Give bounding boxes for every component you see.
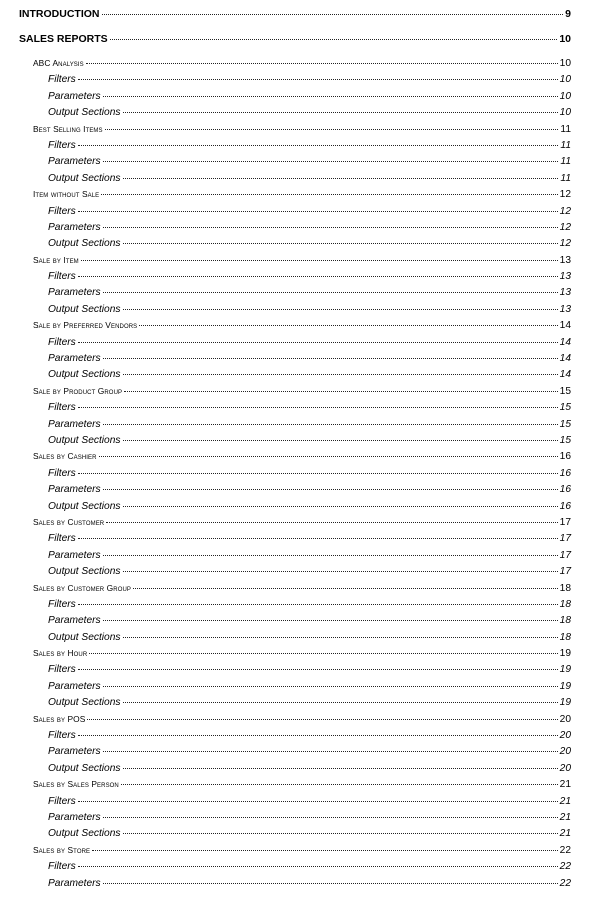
toc-entry-page: 11 <box>560 172 571 184</box>
toc-entry-level-3[interactable] <box>19 222 571 238</box>
dot-leader <box>92 850 558 851</box>
toc-entry-level-3[interactable] <box>19 746 571 762</box>
toc-entry-title: Filters <box>48 795 76 807</box>
toc-entry-page: 14 <box>559 353 571 365</box>
toc-entry-level-3[interactable] <box>19 173 571 189</box>
dot-leader <box>123 374 558 375</box>
toc-entry-page: 12 <box>559 221 571 233</box>
toc-entry-level-3[interactable] <box>19 287 571 303</box>
toc-entry-title: Parameters <box>48 484 101 496</box>
toc-entry-level-2[interactable] <box>19 255 571 271</box>
dot-leader <box>78 538 558 539</box>
toc-entry-page: 16 <box>559 500 571 512</box>
toc-entry-title: Parameters <box>48 877 101 889</box>
toc-entry-title: Sales by Hour <box>33 648 88 659</box>
toc-entry-page: 16 <box>559 484 571 496</box>
toc-entry-title: Output Sections <box>48 566 121 578</box>
toc-entry-title: Sales by Cashier <box>33 451 97 462</box>
dot-leader <box>78 866 558 867</box>
toc-entry-page: 21 <box>559 795 571 807</box>
toc-entry-title: Parameters <box>48 221 101 233</box>
dot-leader <box>103 227 558 228</box>
toc-entry-title: Filters <box>48 467 76 479</box>
toc-entry-title: Output Sections <box>48 500 121 512</box>
toc-entry-level-3[interactable] <box>19 271 571 287</box>
toc-entry-title: Filters <box>48 74 76 86</box>
toc-entry-level-2[interactable] <box>19 320 571 336</box>
toc-entry-level-3[interactable] <box>19 566 571 582</box>
toc-entry-page: 11 <box>560 156 571 168</box>
toc-entry-title: Sale by Product Group <box>33 385 123 396</box>
dot-leader <box>86 63 558 64</box>
toc-entry-title: Sales by Customer Group <box>33 582 132 593</box>
toc-entry-level-3[interactable] <box>19 107 571 123</box>
toc-entry-title: Output Sections <box>48 434 121 446</box>
toc-entry-level-3[interactable] <box>19 828 571 844</box>
toc-entry-level-3[interactable] <box>19 632 571 648</box>
toc-entry-level-2[interactable] <box>19 648 571 664</box>
toc-entry-level-3[interactable] <box>19 206 571 222</box>
toc-entry-title: Filters <box>48 402 76 414</box>
dot-leader <box>89 653 557 654</box>
dot-leader <box>123 506 558 507</box>
dot-leader <box>123 768 558 769</box>
toc-entry-page: 22 <box>559 861 571 873</box>
dot-leader <box>103 96 558 97</box>
toc-entry-title: Output Sections <box>48 238 121 250</box>
toc-entry-level-1[interactable] <box>19 8 571 33</box>
toc-entry-level-3[interactable] <box>19 533 571 549</box>
toc-entry-level-3[interactable] <box>19 484 571 500</box>
dot-leader <box>139 325 557 326</box>
dot-leader <box>123 833 558 834</box>
toc-entry-level-2[interactable] <box>19 386 571 402</box>
dot-leader <box>78 604 558 605</box>
toc-entry-level-3[interactable] <box>19 763 571 779</box>
toc-entry-page: 12 <box>559 189 571 201</box>
dot-leader <box>103 358 558 359</box>
toc-entry-title: Parameters <box>48 680 101 692</box>
toc-entry-level-3[interactable] <box>19 681 571 697</box>
toc-entry-page: 13 <box>559 303 571 315</box>
dot-leader <box>123 637 558 638</box>
toc-entry-page: 21 <box>559 828 571 840</box>
dot-leader <box>124 391 558 392</box>
toc-entry-page: 18 <box>559 582 571 594</box>
toc-entry-page: 17 <box>559 516 571 528</box>
dot-leader <box>103 555 558 556</box>
toc-entry-title: Parameters <box>48 287 101 299</box>
toc-entry-title: Sales by POS <box>33 713 86 724</box>
toc-entry-level-3[interactable] <box>19 156 571 172</box>
toc-entry-page: 17 <box>559 533 571 545</box>
toc-entry-level-3[interactable] <box>19 664 571 680</box>
toc-entry-page: 19 <box>559 664 571 676</box>
toc-entry-page: 11 <box>560 123 571 135</box>
toc-entry-level-3[interactable] <box>19 337 571 353</box>
dot-leader <box>78 669 558 670</box>
toc-entry-title: Output Sections <box>48 631 121 643</box>
dot-leader <box>103 751 558 752</box>
toc-entry-title: Sale by Preferred Vendors <box>33 320 138 331</box>
dot-leader <box>78 801 558 802</box>
toc-entry-page: 21 <box>559 779 571 791</box>
toc-entry-page: 10 <box>559 107 571 119</box>
toc-entry-page: 15 <box>559 402 571 414</box>
toc-entry-title: Filters <box>48 205 76 217</box>
toc-entry-level-3[interactable] <box>19 74 571 90</box>
toc-entry-page: 12 <box>559 238 571 250</box>
toc-entry-level-3[interactable] <box>19 878 571 894</box>
toc-entry-title: Filters <box>48 336 76 348</box>
toc-entry-level-3[interactable] <box>19 468 571 484</box>
toc-entry-title: ABC Analysis <box>33 58 84 68</box>
dot-leader <box>78 276 558 277</box>
dot-leader <box>123 571 558 572</box>
dot-leader <box>81 260 558 261</box>
toc-entry-title: Sales by Store <box>33 844 91 855</box>
toc-entry-level-3[interactable] <box>19 599 571 615</box>
toc-entry-title: Sales by Sales Person <box>33 779 119 790</box>
dot-leader <box>102 14 564 15</box>
dot-leader <box>106 522 557 523</box>
toc-entry-page: 17 <box>559 566 571 578</box>
toc-entry-level-3[interactable] <box>19 419 571 435</box>
toc-entry-page: 19 <box>559 697 571 709</box>
toc-entry-title: Parameters <box>48 615 101 627</box>
toc-entry-title: Output Sections <box>48 697 121 709</box>
toc-entry-title: Filters <box>48 730 76 742</box>
toc-entry-title: Parameters <box>48 549 101 561</box>
toc-entry-page: 15 <box>559 418 571 430</box>
dot-leader <box>78 473 558 474</box>
dot-leader <box>78 79 558 80</box>
toc-entry-page: 13 <box>559 254 571 266</box>
toc-entry-level-3[interactable] <box>19 435 571 451</box>
toc-entry-title: Output Sections <box>48 303 121 315</box>
dot-leader <box>103 292 558 293</box>
toc-entry-level-2[interactable] <box>19 779 571 795</box>
dot-leader <box>78 342 558 343</box>
toc-entry-page: 20 <box>559 713 571 725</box>
toc-entry-page: 22 <box>559 877 571 889</box>
toc-entry-level-3[interactable] <box>19 796 571 812</box>
dot-leader <box>103 686 558 687</box>
toc-entry-page: 10 <box>559 74 571 86</box>
dot-leader <box>123 440 558 441</box>
toc-entry-level-2[interactable] <box>19 583 571 599</box>
dot-leader <box>123 178 559 179</box>
toc-entry-title: Output Sections <box>48 172 121 184</box>
toc-entry-level-3[interactable] <box>19 140 571 156</box>
toc-entry-title: Output Sections <box>48 107 121 119</box>
toc-entry-level-3[interactable] <box>19 550 571 566</box>
toc-entry-title: Sale by Item <box>33 254 79 265</box>
toc-entry-page: 18 <box>559 615 571 627</box>
dot-leader <box>105 129 559 130</box>
toc-entry-page: 19 <box>559 680 571 692</box>
toc-entry-page: 16 <box>559 451 571 463</box>
toc-entry-title: Output Sections <box>48 828 121 840</box>
toc-entry-level-3[interactable] <box>19 304 571 320</box>
toc-entry-level-3[interactable] <box>19 861 571 877</box>
toc-entry-page: 15 <box>559 385 571 397</box>
toc-entry-title: Sales by Customer <box>33 516 105 527</box>
dot-leader <box>121 784 558 785</box>
dot-leader <box>110 39 558 40</box>
toc-entry-page: 20 <box>559 746 571 758</box>
toc-entry-title: SALES REPORTS <box>19 33 108 45</box>
toc-entry-page: 16 <box>559 467 571 479</box>
toc-entry-title: Filters <box>48 861 76 873</box>
toc-entry-title: Parameters <box>48 90 101 102</box>
toc-entry-title: Filters <box>48 139 76 151</box>
toc-entry-level-3[interactable] <box>19 91 571 107</box>
toc-entry-level-2[interactable] <box>19 845 571 861</box>
toc-entry-title: Filters <box>48 533 76 545</box>
toc-entry-level-1[interactable] <box>19 33 571 58</box>
toc-entry-level-3[interactable] <box>19 238 571 254</box>
toc-entry-title: Parameters <box>48 156 101 168</box>
toc-entry-page: 20 <box>559 762 571 774</box>
toc-entry-title: Item without Sale <box>33 189 100 200</box>
dot-leader <box>103 620 558 621</box>
toc-entry-page: 22 <box>559 844 571 856</box>
toc-entry-title: INTRODUCTION <box>19 8 100 20</box>
toc-entry-page: 21 <box>559 811 571 823</box>
toc-entry-title: Filters <box>48 664 76 676</box>
dot-leader <box>123 702 558 703</box>
dot-leader <box>103 424 558 425</box>
toc-entry-page: 14 <box>559 369 571 381</box>
dot-leader <box>78 407 558 408</box>
table-of-contents <box>19 8 571 894</box>
dot-leader <box>99 456 558 457</box>
toc-entry-level-3[interactable] <box>19 697 571 713</box>
dot-leader <box>78 145 559 146</box>
toc-entry-level-3[interactable] <box>19 501 571 517</box>
toc-entry-page: 10 <box>559 90 571 102</box>
toc-entry-level-2[interactable] <box>19 517 571 533</box>
toc-entry-title: Parameters <box>48 418 101 430</box>
toc-entry-level-2[interactable] <box>19 714 571 730</box>
toc-entry-level-2[interactable] <box>19 451 571 467</box>
toc-entry-title: Output Sections <box>48 762 121 774</box>
toc-entry-title: Output Sections <box>48 369 121 381</box>
toc-entry-level-3[interactable] <box>19 369 571 385</box>
toc-entry-level-3[interactable] <box>19 353 571 369</box>
toc-entry-page: 14 <box>559 320 571 332</box>
toc-entry-level-3[interactable] <box>19 615 571 631</box>
toc-entry-title: Filters <box>48 598 76 610</box>
toc-entry-title: Parameters <box>48 746 101 758</box>
dot-leader <box>103 817 558 818</box>
toc-entry-title: Filters <box>48 271 76 283</box>
toc-entry-page: 14 <box>559 336 571 348</box>
toc-entry-level-3[interactable] <box>19 730 571 746</box>
toc-entry-level-2[interactable] <box>19 124 571 140</box>
toc-entry-page: 12 <box>559 205 571 217</box>
dot-leader <box>103 489 558 490</box>
toc-entry-page: 13 <box>559 271 571 283</box>
toc-entry-page: 11 <box>560 139 571 151</box>
dot-leader <box>133 588 558 589</box>
toc-entry-title: Parameters <box>48 811 101 823</box>
toc-entry-page: 9 <box>565 8 571 20</box>
dot-leader <box>123 112 558 113</box>
dot-leader <box>123 243 558 244</box>
toc-entry-page: 17 <box>559 549 571 561</box>
dot-leader <box>78 735 558 736</box>
dot-leader <box>87 719 557 720</box>
dot-leader <box>103 883 558 884</box>
toc-entry-level-2[interactable] <box>19 58 571 74</box>
dot-leader <box>101 194 557 195</box>
toc-entry-page: 20 <box>559 730 571 742</box>
toc-entry-title: Best Selling Items <box>33 123 103 134</box>
toc-entry-page: 19 <box>559 648 571 660</box>
toc-entry-level-3[interactable] <box>19 402 571 418</box>
toc-entry-page: 10 <box>559 58 571 69</box>
toc-entry-page: 18 <box>559 631 571 643</box>
toc-entry-title: Parameters <box>48 353 101 365</box>
toc-entry-page: 10 <box>559 33 571 45</box>
dot-leader <box>123 309 558 310</box>
toc-entry-page: 13 <box>559 287 571 299</box>
toc-entry-page: 15 <box>559 434 571 446</box>
toc-entry-page: 18 <box>559 598 571 610</box>
toc-entry-level-3[interactable] <box>19 812 571 828</box>
dot-leader <box>78 211 558 212</box>
toc-entry-level-2[interactable] <box>19 189 571 205</box>
dot-leader <box>103 161 559 162</box>
